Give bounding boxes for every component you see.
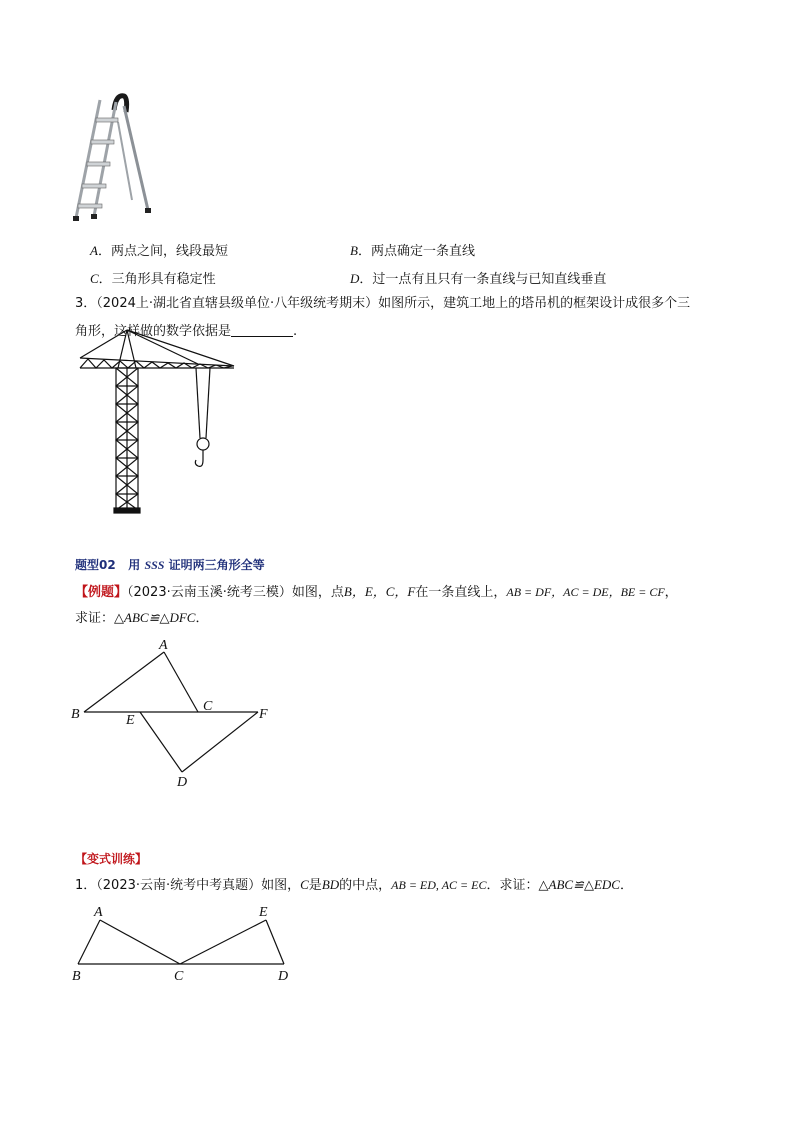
ladder-image [70, 92, 154, 222]
label-b: B [72, 969, 81, 984]
label-a: A [159, 638, 168, 653]
label-f: F [259, 707, 268, 722]
question-3-line1: 3．（2024上·湖北省直辖县级单位·八年级统考期末）如图所示，建筑工地上的塔吊机的框架设计成很多个三 [75, 296, 691, 311]
example-line2: 求证：△ABC≌△DFC． [75, 610, 209, 626]
section-title: 题型02 用 SSS 证明两三角形全等 [75, 558, 265, 572]
example-line1: 【例题】（2023·云南玉溪·统考三模）如图，点B，E，C，F在一条直线上，AB = DF，AC = DE，BE = CF， [75, 584, 678, 600]
answer-blank[interactable] [231, 322, 293, 337]
practice-question-1: 1．（2023·云南·统考中考真题）如图，C是BD的中点，AB = ED, AC = EC．求证：△ABC≌△EDC． [75, 877, 633, 893]
option-c: C．三角形具有稳定性 [90, 271, 216, 287]
label-b: B [71, 707, 80, 722]
practice-figure [68, 900, 298, 986]
label-e: E [126, 713, 135, 728]
option-d: D．过一点有且只有一条直线与已知直线垂直 [350, 271, 607, 287]
example-figure [68, 634, 278, 792]
practice-tag: 【变式训练】 [75, 852, 148, 866]
label-c: C [203, 699, 213, 714]
option-a: A．两点之间，线段最短 [90, 243, 228, 259]
question-3-line2: 角形，这样做的数学依据是 . [75, 324, 298, 339]
tower-crane-image [78, 328, 236, 516]
option-b: B．两点确定一条直线 [350, 243, 475, 259]
label-d: D [177, 775, 188, 790]
label-c: C [174, 969, 184, 984]
label-a: A [94, 905, 103, 920]
label-d: D [278, 969, 289, 984]
label-e: E [259, 905, 268, 920]
